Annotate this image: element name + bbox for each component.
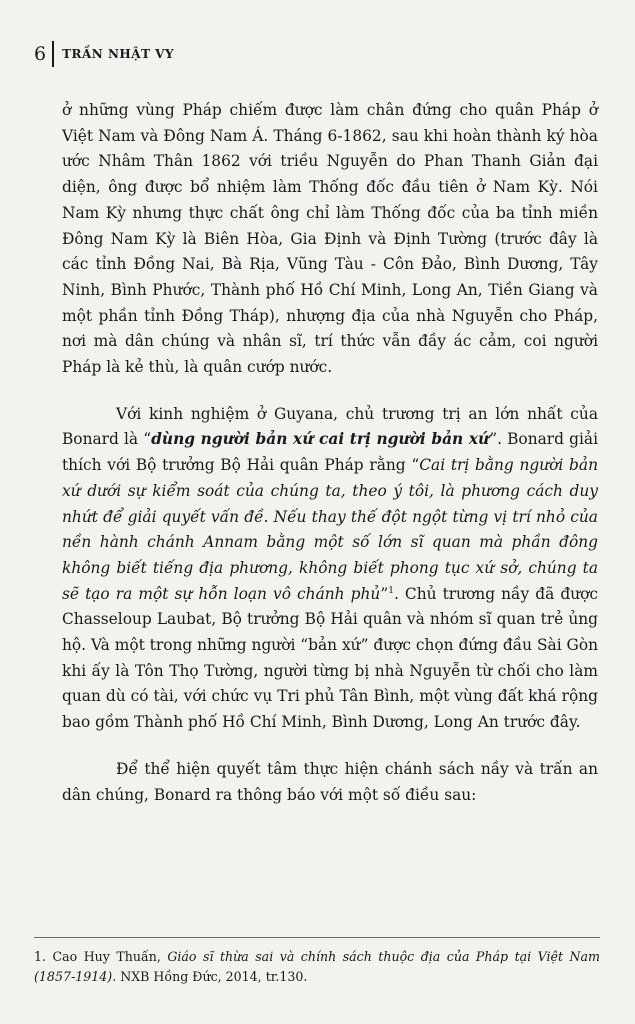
- footnote-divider: [34, 937, 600, 938]
- header-divider: [52, 41, 54, 67]
- paragraph-3: Để thể hiện quyết tâm thực hiện chánh sách nầy và trấn an dân chúng, Bonard ra thông báo với một số điều sau:: [62, 759, 598, 804]
- page-header: [34, 40, 174, 68]
- body-text: [62, 98, 598, 808]
- running-title: TRẦN NHẬT VY: [62, 47, 175, 61]
- paragraph-1: ở những vùng Pháp chiếm được làm chân đứng cho quân Pháp ở Việt Nam và Đông Nam Á. Tháng 6-1862, sau khi hoàn thành ký hòa ước Nhâm Thân 1862 với triều Nguyễn do Phan Thanh Giản đại diện, ông được bổ nhiệm làm Thống đốc đầu tiên ở Nam Kỳ. Nói Nam Kỳ nhưng thực chất ông chỉ làm Thống đốc của ba tỉnh miền Đông Nam Kỳ là Biên Hòa, Gia Định và Định Tường (trước đây là các tỉnh Đồng Nai, Bà Rịa, Vũng Tàu - Côn Đảo, Bình Dương, Tây Ninh, Bình Phước, Thành phố Hồ Chí Minh, Long An, Tiền Giang và một phần tỉnh Đồng Tháp), nhượng địa của nhà Nguyễn cho Pháp, nơi mà dân chúng và nhân sĩ, trí thức vẫn đầy ác cảm, coi người Pháp là kẻ thù, là quân cướp nước.: [62, 101, 598, 377]
- paragraph-2-bridge: ”. Bonard giải thích với Bộ trưởng Bộ Hải quân Pháp rằng “: [62, 430, 599, 475]
- footnote-suffix: . NXB Hồng Đức, 2014, tr.130.: [112, 969, 308, 984]
- footnote-title: Giáo sĩ thừa sai và chính sách thuộc địa của Pháp tại Việt Nam (1857-1914): [34, 949, 601, 984]
- quoted-passage: Cai trị bằng người bản xứ dưới sự kiểm soát của chúng ta, theo ý tôi, là phương cách duy nhứt để giải quyết vấn đề. Nếu thay thế đột ngột từng vị trí nhỏ của nền hành chánh Annam bằng một số lớn sĩ quan mà phần đông không biết tiếng địa phương, không biết phong tục xứ sở, chúng ta sẽ tạo ra một sự hỗn loạn vô chánh phủ: [62, 456, 598, 603]
- page-number: 6: [34, 43, 47, 65]
- footnote: [34, 947, 600, 987]
- footnote-prefix: 1. Cao Huy Thuấn,: [34, 949, 168, 964]
- emphasis-phrase: dùng người bản xứ cai trị người bản xứ: [151, 430, 490, 449]
- paragraph-2: [62, 402, 598, 736]
- closing-quote: ”: [380, 584, 389, 603]
- paragraph-2-intro: Với kinh nghiệm ở Guyana, chủ trương trị an lớn nhất của Bonard là “: [62, 404, 598, 449]
- footnote-reference: 1: [388, 585, 394, 596]
- paragraph-2-rest: . Chủ trương nầy đã được Chasseloup Laubat, Bộ trưởng Bộ Hải quân và nhóm sĩ quan trẻ ủng hộ. Và một trong những người “bản xứ” được chọn đứng đầu Sài Gòn khi ấy là Tôn Thọ Tường, người từng bị nhà Nguyễn từ chối cho làm quan dù có tài, với chức vụ Tri phủ Tân Bình, một vùng đất khá rộng bao gồm Thành phố Hồ Chí Minh, Bình Dương, Long An trước đây.: [62, 584, 598, 732]
